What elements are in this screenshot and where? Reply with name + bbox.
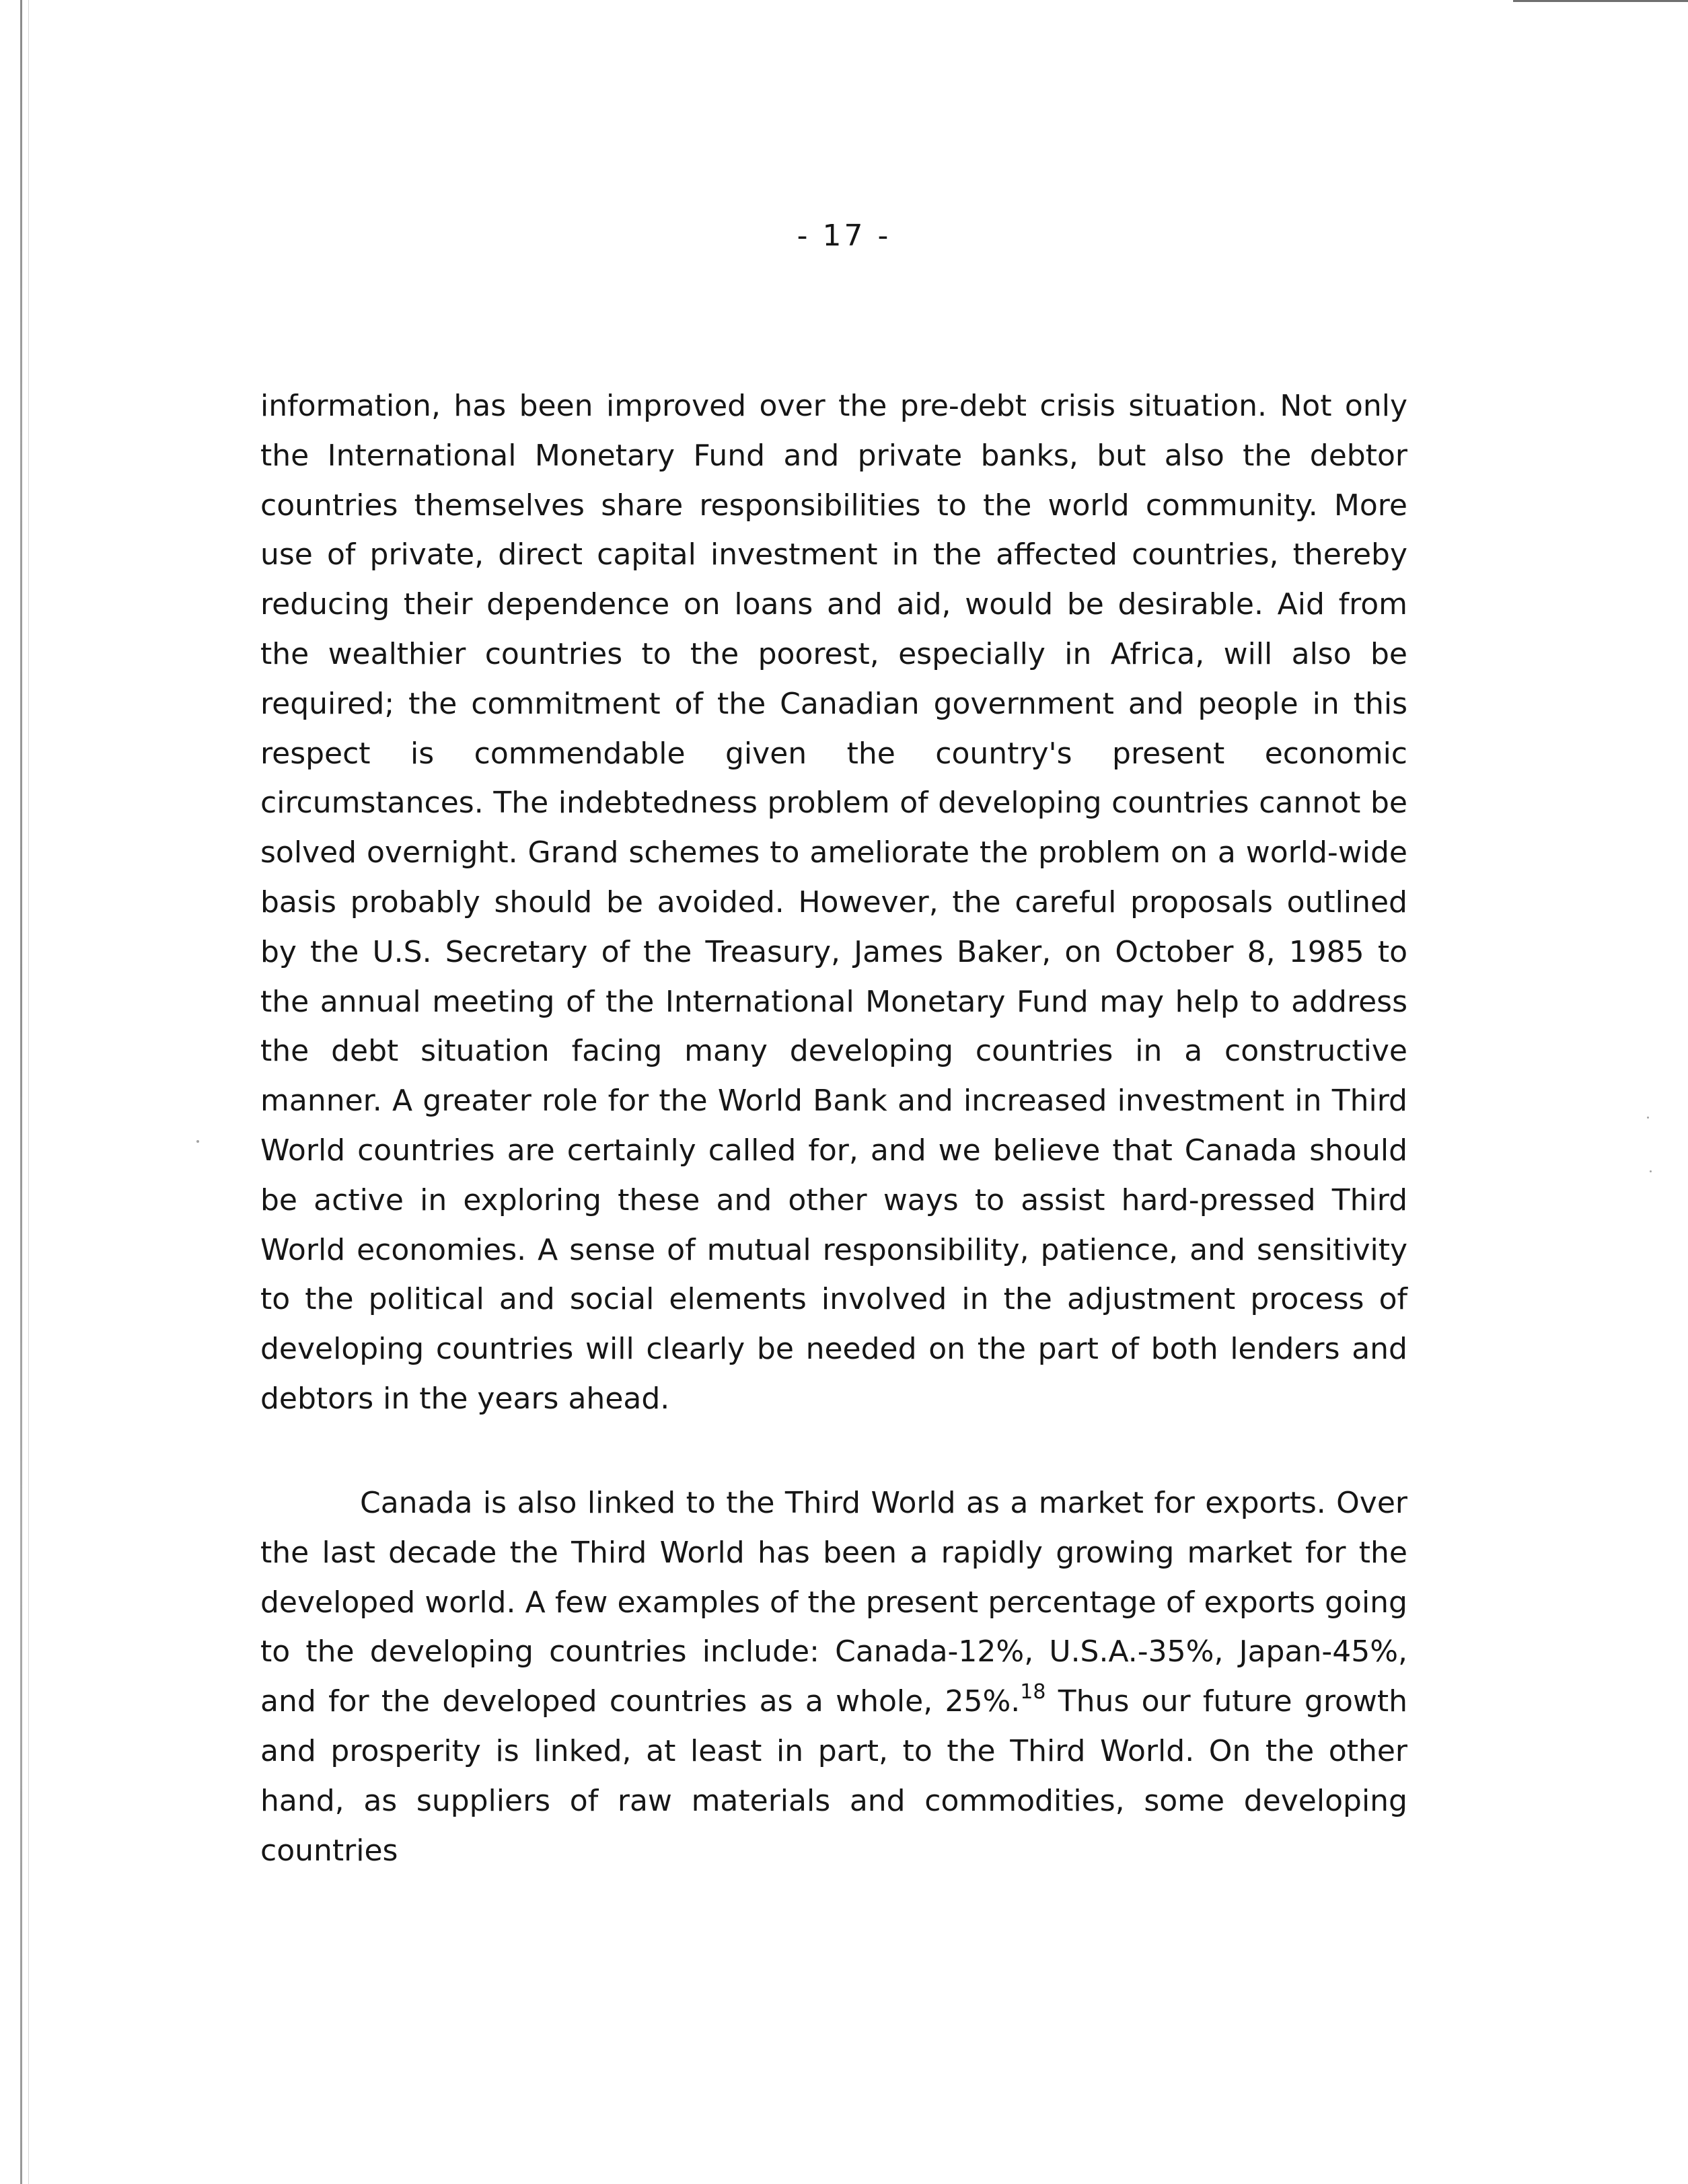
body-paragraph-1: information, has been improved over the pre-debt crisis situation. Not only the International Monetary Fund and private banks, but also the debtor countries themselves share responsibilities to the world community. More use of private, direct capital investment in the affected countries, thereby reducing their dependence on loans and aid, would be desirable. Aid from the wealthier countries to the poorest, especially in Africa, will also be required; the commitment of the Canadian government and people in this respect is commendable given the country's present economic circumstances. The indebtedness problem of developing countries cannot be solved overnight. Grand schemes to ameliorate the problem on a world-wide basis probably should be avoided. However, the careful proposals outlined by the U.S. Secretary of the Treasury, James Baker, on October 8, 1985 to the annual meeting of the International Monetary Fund may help to address the debt situation facing many developing countries in a constructive manner. A greater role for the World Bank and increased investment in Third World countries are certainly called for, and we believe that Canada should be active in exploring these and other ways to assist hard-pressed Third World economies. A sense of mutual responsibility, patience, and sensitivity to the political and social elements involved in the adjustment process of developing countries will clearly be needed on the part of both lenders and debtors in the years ahead. xyxy=(260,389,1407,1416)
page-number: - 17 - xyxy=(797,219,891,253)
body-paragraph-2 xyxy=(260,1478,1407,1875)
paragraph-2-text-end: Thus our future growth and prosperity is linked, at least in part, to the Third World. On the other hand, as suppliers of raw materials and commodities, some developing countries xyxy=(260,1684,1407,1868)
scan-edge-left-faint xyxy=(28,0,29,2184)
footnote-reference[interactable]: 18 xyxy=(1020,1680,1046,1704)
scan-speck xyxy=(1650,1170,1652,1172)
scan-speck xyxy=(196,1140,199,1143)
scan-edge-left xyxy=(20,0,22,2184)
paragraph-2-text-start: Canada is also linked to the Third World as a market for exports. Over the last decade the Third World has been a rapidly growing market for the developed world. A few examples of the present percentage of exports going to the developing countries include: Canada-12%, U.S.A.-35%, Japan-45%, and for the developed countries as a whole, 25%. xyxy=(260,1486,1407,1719)
scan-edge-top xyxy=(1513,0,1688,2)
scan-speck xyxy=(1647,1117,1649,1119)
